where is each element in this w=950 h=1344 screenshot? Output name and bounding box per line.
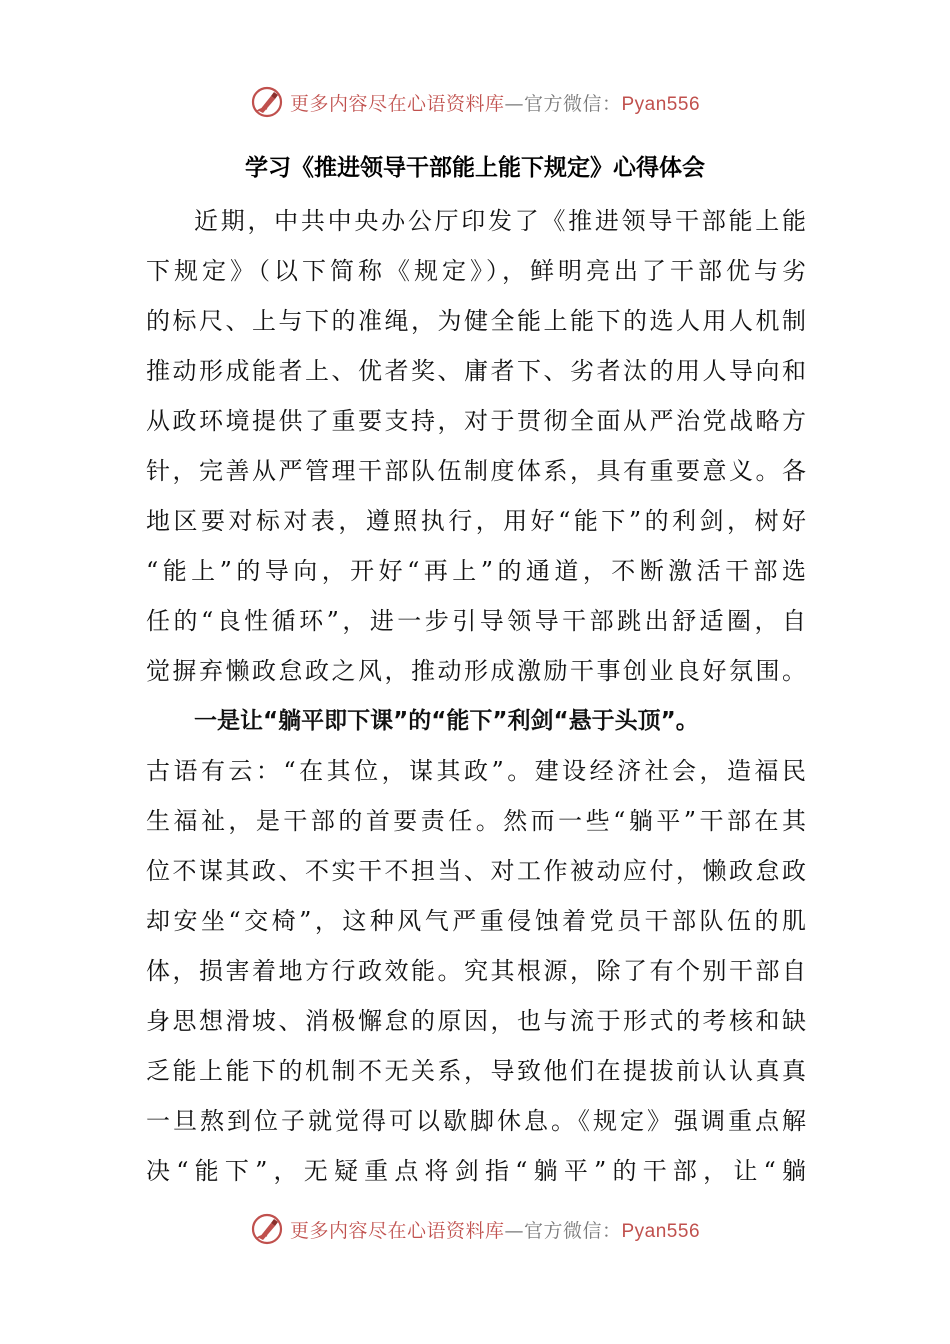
paragraph-line: 的标尺、上与下的准绳，为健全能上能下的选人用人机制 bbox=[146, 307, 806, 335]
paragraph-line: 身思想滑坡、消极懈怠的原因，也与流于形式的考核和缺 bbox=[146, 1007, 806, 1035]
watermark-label: 官方微信： bbox=[523, 1219, 622, 1242]
watermark-handle: Pyan556 bbox=[621, 93, 701, 115]
section-heading-line: 一是让“躺平即下课”的“能下”利剑“悬于头顶”。 bbox=[194, 708, 699, 734]
paragraph-line: 乏能上能下的机制不无关系，导致他们在提拔前认认真真 bbox=[146, 1057, 806, 1085]
paragraph-line: 针，完善从严管理干部队伍制度体系，具有重要意义。各 bbox=[146, 457, 806, 485]
header-watermark-banner bbox=[0, 82, 950, 122]
document-title: 学习《推进领导干部能上能下规定》心得体会 bbox=[245, 155, 705, 181]
watermark-text bbox=[290, 89, 700, 116]
paragraph-line: 却安坐“交椅”，这种风气严重侵蚀着党员干部队伍的肌 bbox=[146, 907, 806, 935]
paragraph-line: 体，损害着地方行政效能。究其根源，除了有个别干部自 bbox=[146, 957, 806, 985]
watermark-label: 官方微信： bbox=[523, 92, 622, 115]
pen-logo-icon bbox=[250, 1212, 284, 1246]
watermark-dash: — bbox=[504, 1219, 524, 1242]
document-body bbox=[146, 196, 806, 1196]
paragraph-line: 决“能下”，无疑重点将剑指“躺平”的干部，让“躺 bbox=[146, 1157, 806, 1185]
watermark-site-text: 更多内容尽在心语资料库 bbox=[289, 92, 505, 115]
paragraph-line: 古语有云：“在其位，谋其政”。建设经济社会，造福民 bbox=[146, 757, 806, 785]
paragraph-line: 位不谋其政、不实干不担当、对工作被动应付，懒政怠政 bbox=[146, 857, 806, 885]
pen-logo-icon bbox=[250, 85, 284, 119]
watermark-dash: — bbox=[504, 92, 524, 115]
paragraph-line: 觉摒弃懒政怠政之风，推动形成激励干事创业良好氛围。 bbox=[146, 657, 806, 685]
paragraph-line: 一旦熬到位子就觉得可以歇脚休息。《规定》强调重点解 bbox=[146, 1107, 806, 1135]
paragraph-line: 近期，中共中央办公厅印发了《推进领导干部能上能 bbox=[194, 207, 806, 235]
paragraph-line: 地区要对标对表，遵照执行，用好“能下”的利剑，树好 bbox=[146, 507, 806, 535]
paragraph-line: 任的“良性循环”，进一步引导领导干部跳出舒适圈，自 bbox=[146, 607, 806, 635]
footer-watermark-banner bbox=[0, 1209, 950, 1249]
watermark-text bbox=[290, 1216, 700, 1243]
watermark-site-text: 更多内容尽在心语资料库 bbox=[289, 1219, 505, 1242]
watermark-handle: Pyan556 bbox=[621, 1220, 701, 1242]
paragraph-line: 生福祉，是干部的首要责任。然而一些“躺平”干部在其 bbox=[146, 807, 806, 835]
paragraph-line: 从政环境提供了重要支持，对于贯彻全面从严治党战略方 bbox=[146, 407, 806, 435]
paragraph-line: 下规定》（以下简称《规定》），鲜明亮出了干部优与劣 bbox=[146, 257, 806, 285]
paragraph-line: 推动形成能者上、优者奖、庸者下、劣者汰的用人导向和 bbox=[146, 357, 806, 385]
paragraph-line: “能上”的导向，开好“再上”的通道，不断激活干部选 bbox=[146, 557, 806, 585]
